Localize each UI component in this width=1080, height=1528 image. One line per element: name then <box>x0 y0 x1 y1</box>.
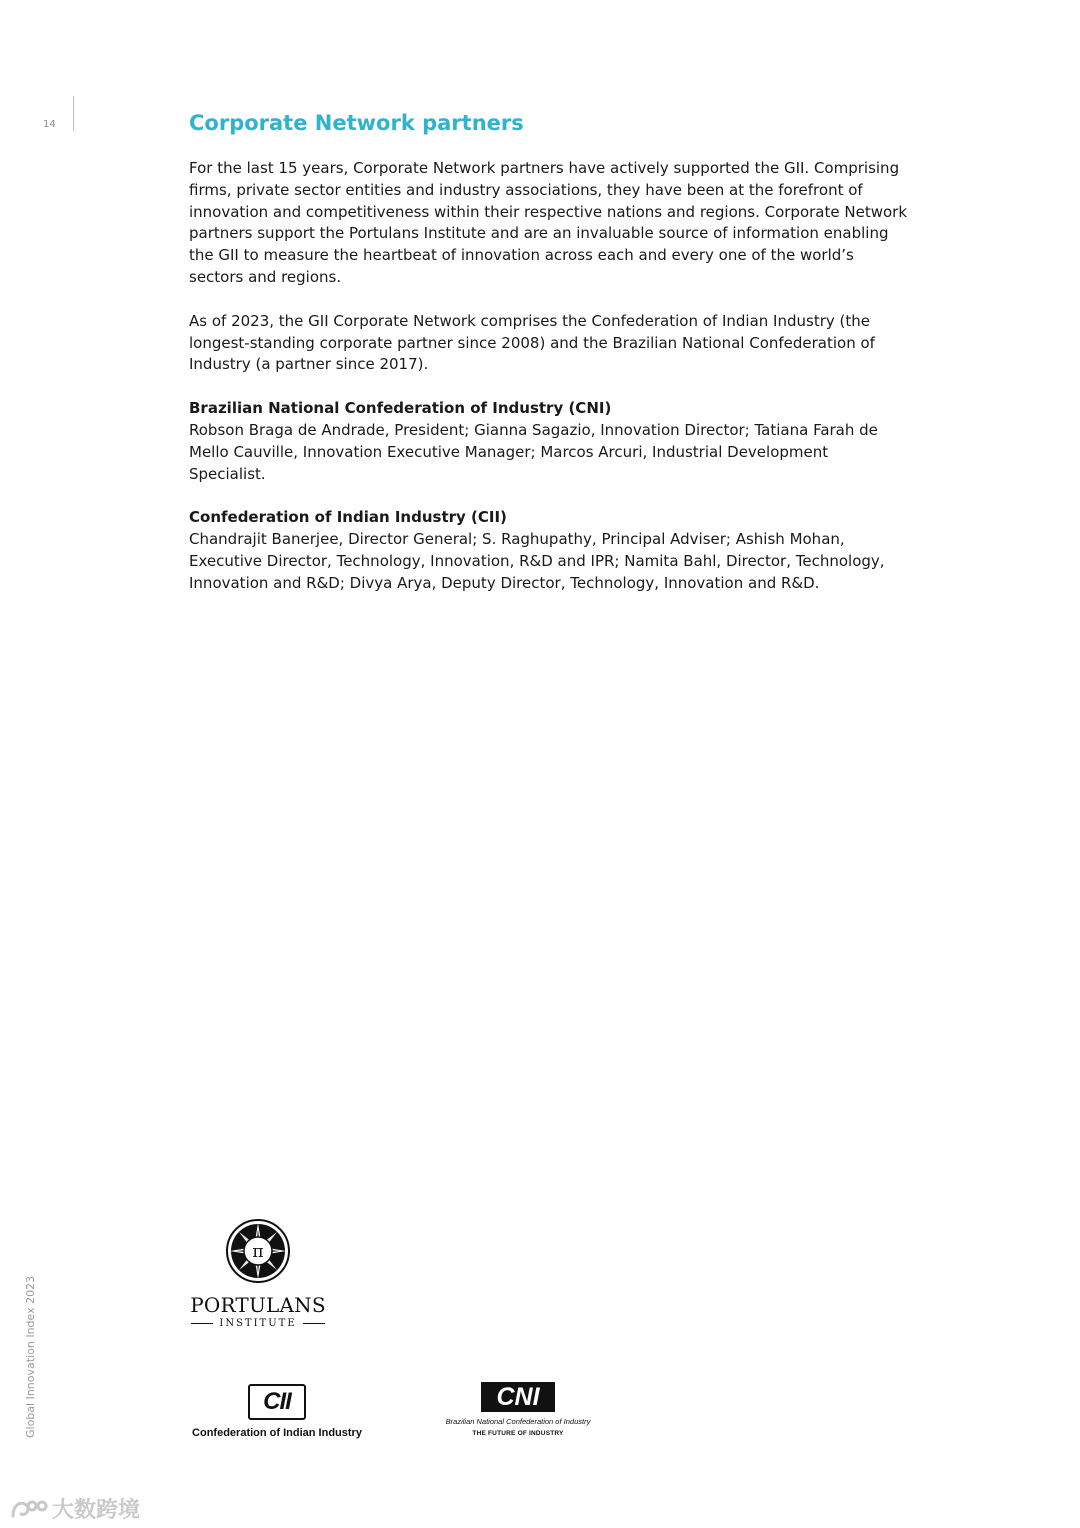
cii-logo <box>186 1384 368 1439</box>
cii-people: Chandrajit Banerjee, Director General; S. Raghupathy, Principal Adviser; Ashish Mohan, Executive Director, Technology, Innovation, R&D and IPR; Namita Bahl, Director, Technology, Innovation and R&D; Divya Arya, Deputy Director, Technology, Innovation and R&D. <box>189 530 885 592</box>
publication-side-label: Global Innovation Index 2023 <box>24 1275 37 1438</box>
watermark-text: 大数跨境 <box>52 1498 141 1523</box>
cni-heading: Brazilian National Confederation of Industry (CNI) <box>189 399 612 418</box>
cni-logo-mark: CNI <box>481 1382 555 1412</box>
portulans-logo-name: PORTULANS <box>190 1293 326 1317</box>
main-content <box>189 108 909 595</box>
cni-logo-caption: Brazilian National Confederation of Industry <box>445 1417 591 1426</box>
compass-rose-icon <box>225 1218 291 1284</box>
cni-logo-tagline: THE FUTURE OF INDUSTRY <box>472 1430 564 1437</box>
page-title: Corporate Network partners <box>189 111 524 135</box>
cni-people: Robson Braga de Andrade, President; Gianna Sagazio, Innovation Director; Tatiana Farah de Mello Cauville, Innovation Executive Manager; Marcos Arcuri, Industrial Development Specialist. <box>189 420 878 483</box>
portulans-subtitle-text: INSTITUTE <box>219 1318 297 1329</box>
page-number: 14 <box>43 119 56 130</box>
watermark <box>10 1493 140 1524</box>
svg-text:π: π <box>252 1242 264 1262</box>
cni-logo <box>431 1382 605 1437</box>
subtitle-left-rule <box>191 1323 213 1324</box>
portulans-logo-subtitle <box>187 1318 329 1329</box>
portulans-logo <box>187 1218 329 1329</box>
cii-logo-caption: Confederation of Indian Industry <box>192 1427 362 1439</box>
intro-paragraph: For the last 15 years, Corporate Network partners have actively supported the GII. Comprising firms, private sector entities and industry associations, they have been at the forefront of innovation and competitiveness within their respective nations and regions. Corporate Network partners support the Portulans Institute and are an invaluable source of information enabling the GII to measure the heartbeat of innovation across each and every one of the world’s sectors and regions. <box>189 159 908 286</box>
watermark-logo-icon <box>10 1497 48 1521</box>
cii-logo-mark: CII <box>248 1384 306 1420</box>
network-paragraph: As of 2023, the GII Corporate Network comprises the Confederation of Indian Industry (the longest-standing corporate partner since 2008) and the Brazilian National Confederation of Industry (a partner since 2017). <box>189 311 875 374</box>
cii-heading: Confederation of Indian Industry (CII) <box>189 508 507 527</box>
subtitle-right-rule <box>303 1323 325 1324</box>
page-number-divider <box>73 96 74 131</box>
